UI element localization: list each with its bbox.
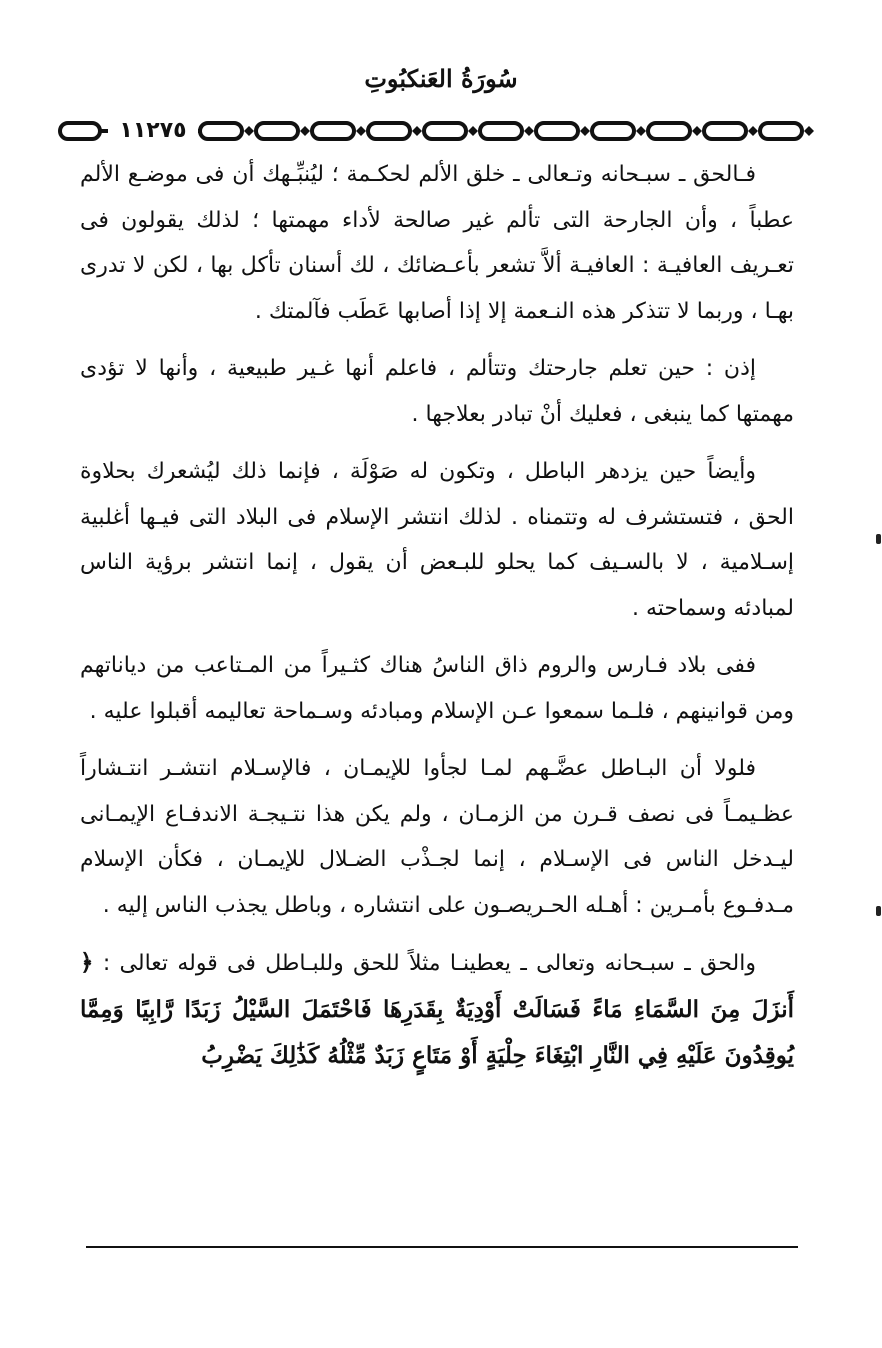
ornament-diamond xyxy=(804,126,814,136)
footer-rule xyxy=(86,1246,798,1248)
ornament-link xyxy=(368,123,410,139)
ornament-link xyxy=(60,123,100,139)
paragraph-4: ففى بلاد فـارس والروم ذاق الناسُ هناك كثـيراً من المـتاعب من دياناتهم ومن قوانينهم ، فلـما سمعوا عـن الإسلام ومبادئه وسـماحة تعاليمه أقبلوا عليه . xyxy=(80,653,794,724)
ornament-diamond xyxy=(244,126,254,136)
ornament-diamond xyxy=(636,126,646,136)
ornament-link xyxy=(200,123,242,139)
ornament-link xyxy=(312,123,354,139)
ornament-diamond xyxy=(356,126,366,136)
ornament-diamond xyxy=(300,126,310,136)
quran-verse: ﴿ أَنزَلَ مِنَ السَّمَاءِ مَاءً فَسَالَتْ أَوْدِيَةٌ بِقَدَرِهَا فَاحْتَمَلَ السَّيْلُ زَبَدًا رَّابِيًا وَمِمَّا يُوقِدُونَ عَلَيْهِ فِي النَّارِ ابْتِغَاءَ حِلْيَةٍ أَوْ مَتَاعٍ زَبَدٌ مِّثْلُهُ كَذَٰلِكَ يَضْرِبُ xyxy=(80,949,794,1069)
ornament-link xyxy=(256,123,298,139)
paragraph-2: إذن : حين تعلم جارحتك وتتألم ، فاعلم أنها غـير طبيعية ، وأنها لا تؤدى مهمتها كما ينبغى ، فعليك أنْ تبادر بعلاجها . xyxy=(80,356,794,427)
ornament-link xyxy=(536,123,578,139)
ornament-diamond xyxy=(468,126,478,136)
paragraph-6-text: والحق ـ سبـحانه وتعالى ـ يعطينـا مثلاً للحق وللبـاطل فى قوله تعالى : xyxy=(102,951,756,976)
ornament-link xyxy=(760,123,802,139)
ornament-link xyxy=(592,123,634,139)
ornament-link xyxy=(480,123,522,139)
scan-edge-mark xyxy=(876,906,881,916)
ornament-diamond xyxy=(412,126,422,136)
paragraph-6 xyxy=(80,940,794,1080)
paragraph-5: فلولا أن البـاطل عضَّـهم لمـا لجأوا للإيمـان ، فالإسـلام انتشـر انتـشاراً عظـيمـاً فى نصف قـرن من الزمـان ، ولم يكن هذا نتـيجـة الاندفـاع الإيمـانى ليـدخل الناس فى الإسـلام ، إنما لجـذْب الضـلال للإيمـان ، فكأن الإسلام مـدفـوع بأمـرين : أهـله الحـريصـون على انتشاره ، وباطل يجذب الناس إليه . xyxy=(80,756,794,918)
ornament-diamond xyxy=(692,126,702,136)
ornament-link xyxy=(424,123,466,139)
page-number: ١١٢٧٥ xyxy=(108,118,198,144)
ornament-link xyxy=(648,123,690,139)
surah-title: سُورَةُ العَنكبُوتِ xyxy=(364,64,518,93)
paragraph-3: وأيضاً حين يزدهر الباطل ، وتكون له صَوْلَة ، فإنما ذلك ليُشعرك بحلاوة الحق ، فتستشرف له وتتمناه . لذلك انتشر الإسلام فى البلاد التى فيـها أغلبية إسـلامية ، لا بالسـيف كما يحلو للبـعض أن يقول ، إنما انتشر برؤية الناس لمبادئه وسماحته . xyxy=(80,459,794,621)
text-body xyxy=(80,152,794,1092)
ornament-diamond xyxy=(748,126,758,136)
paragraph-1: فـالحق ـ سبـحانه وتـعالى ـ خلق الألم لحكـمة ؛ ليُنبِّـهك أن فى موضـع الألم عطباً ، وأن الجارحة التى تألم غير صالحة لأداء مهمتها ؛ لذلك يقولون فى تعـريف العافيـة : العافيـة ألاَّ تشعر بأعـضائك ، لك أسنان تأكل بها ، لكن لا تدرى بهـا ، وربما لا تتذكر هذه النـعمة إلا إذا أصابها عَطَب فآلمتك . xyxy=(80,162,794,324)
ornament-diamond xyxy=(524,126,534,136)
ornament-link xyxy=(704,123,746,139)
scan-edge-mark xyxy=(876,534,881,544)
ornament-diamond xyxy=(580,126,590,136)
